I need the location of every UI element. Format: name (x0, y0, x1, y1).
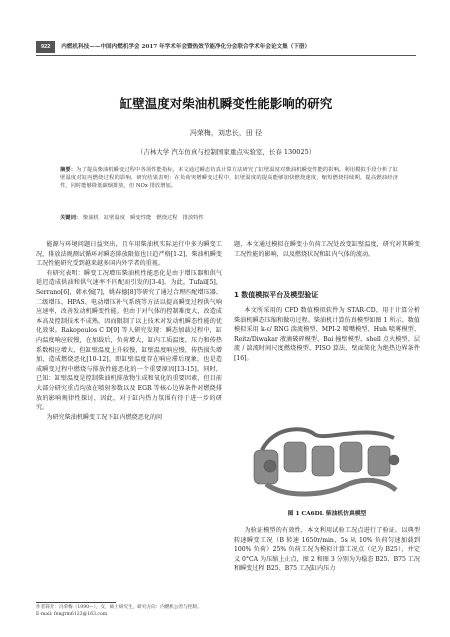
left-column (36, 240, 222, 422)
keyword: 柴油机 (82, 215, 99, 221)
authors: 冯荣梅，刘忠长，田 径 (189, 129, 263, 137)
abstract (60, 166, 398, 190)
figure-caption: 图 1 CA6DL 柴油机仿真模型 (287, 511, 367, 517)
running-title: 内燃机科技——中国内燃机学会 2017 年学术年会暨热效节能净化分会联合学术年会论文集（下册） (61, 44, 311, 50)
section-heading: 1 数值模拟平台及模型验证 (234, 291, 319, 299)
paragraph: 本文所采用的 CFD 数值模拟软件为 STAR-CD，用于计算分析柴油机瞬态压缩和做功过程。柴油机计算仿真模型如图 1 所示。数值模拟采用 k-ε/ RNG 湍流模型、MPI-2 喷嘴模型、Huh 喷雾模型、Reitz/Diwakar 液滴破碎模型、Bai 撞壁模型、shell 点火模型、层流 / 湍流时间尺度燃烧模型、PISO 算法，壁面简化为绝热边界条件[16]。 (234, 307, 420, 362)
page-number: 922 (36, 41, 55, 53)
right-column-mid (234, 306, 420, 364)
paragraph: 为验证模型的有效性，本文利用试验工况点进行了验证。以典型转速瞬变工况（B 转速 1650r/min，5s 从 10% 负荷匀速加载到 100% 负荷）25% 负荷工况为模拟计算工况点（记为 B25），并定义 0°CA 为压缩上止点，图 2 和图 3 分别为为稳态 B25、B75 工况和瞬变过程 B25、B75 工况缸内压力 (234, 527, 420, 573)
paragraph: 为研究柴油机瞬变工况下缸内燃烧恶化的问 (46, 413, 163, 421)
keyword: 燃烧过程 (156, 215, 178, 221)
keyword: 排放特性 (182, 215, 204, 221)
keyword: 瞬变性能 (130, 215, 152, 221)
abstract-text: 为了提高柴油机瞬变过程中各项性能指标，本文通过瞬态仿真计算方法研究了缸壁温度对柴油机瞬变性能的影响。利用模拟手段分析了缸壁温度对缸内燃烧过程的影响，研究结果表明：在负荷突增瞬变过程中，缸壁温度的提高能够加快燃烧速度，缩短燃烧持续期，提高燃油经济性，同时能够降低碳烟排放，但 NOx 排放增加。 (60, 167, 398, 189)
header-rule (36, 55, 416, 56)
author-email: E-mail: fengrm6123@163.com (36, 612, 108, 617)
paragraph: 题，本文通过模拟在瞬变小负荷工况处改变缸壁温度，研究对其瞬变工况性能的影响，以及燃烧状况和缸内气体的流动。 (234, 241, 420, 258)
abstract-label: 摘要： (60, 167, 77, 173)
keyword: 缸壁温度 (103, 215, 126, 221)
running-header (36, 41, 416, 53)
engine-model-figure (244, 420, 410, 502)
footnote-rule (36, 602, 116, 603)
paragraph: 能源与环境问题日益突出，且车用柴油机实际运行中多为瞬变工况，排放法规测试循环对瞬态排放限值也日趋严格[1-2]，柴油机瞬变工况性能研究受到越来越多国内外学者的重视。 (36, 241, 222, 268)
keywords (60, 214, 398, 222)
right-column-bottom (234, 526, 420, 574)
paper-title: 缸壁温度对柴油机瞬变性能影响的研究 (119, 96, 333, 111)
engine-mesh-illustration (254, 429, 399, 494)
keywords-label: 关键词： (60, 215, 82, 221)
paragraph: 有研究表明：瞬变工况增压柴油机性能恶化是由于增压器和供气延迟造成供油和供气速率不匹配而引发的[3-4]。为此，Tufail[5]，Serrano[6]，韩永强[7]，姚春德[8]等研究了通过合理匹配增压器、二级增压、HPAS、电动增压补气系统等方法以提高瞬变过程供气响应速率，改善发动机瞬变性能。但由于对气体的控制难度大，改造成本高及控制技术不成熟，因而限制了以上技术对发动机瞬态性能的优化效果。Rakopoulos C D[9] 等人研究发现：瞬态加载过程中，缸内温度响应较慢，在加载后，负荷增大，缸内工质温度、压力和传热系数相应增大，但缸壁温度上升较慢，缸壁温度响应慢，传热损失增加，造成燃烧恶化[10-12]。即缸壁温度存在响应滞后现象，也是造成瞬变过程中燃烧与排放性能恶化的一个重要原因[13-15]。同时，已知：缸壁温度是控制柴油机排放物生成和氧化的重要因素，但目前大部分研究重点均放在喷射参数以及 EGR 等核心边界条件对燃烧排放的影响规律性探讨，因此，对于缸内热力氛围有待于进一步的研究。 (36, 269, 222, 412)
right-column-top (234, 240, 420, 259)
author-info: 作者简介：冯荣梅（1990—），女，硕士研究生，研究方向：内燃机公害与控制。 (36, 605, 202, 610)
footnote (36, 604, 222, 618)
affiliation: （吉林大学 汽车仿真与控制国家重点实验室，长春 130025） (136, 148, 316, 156)
